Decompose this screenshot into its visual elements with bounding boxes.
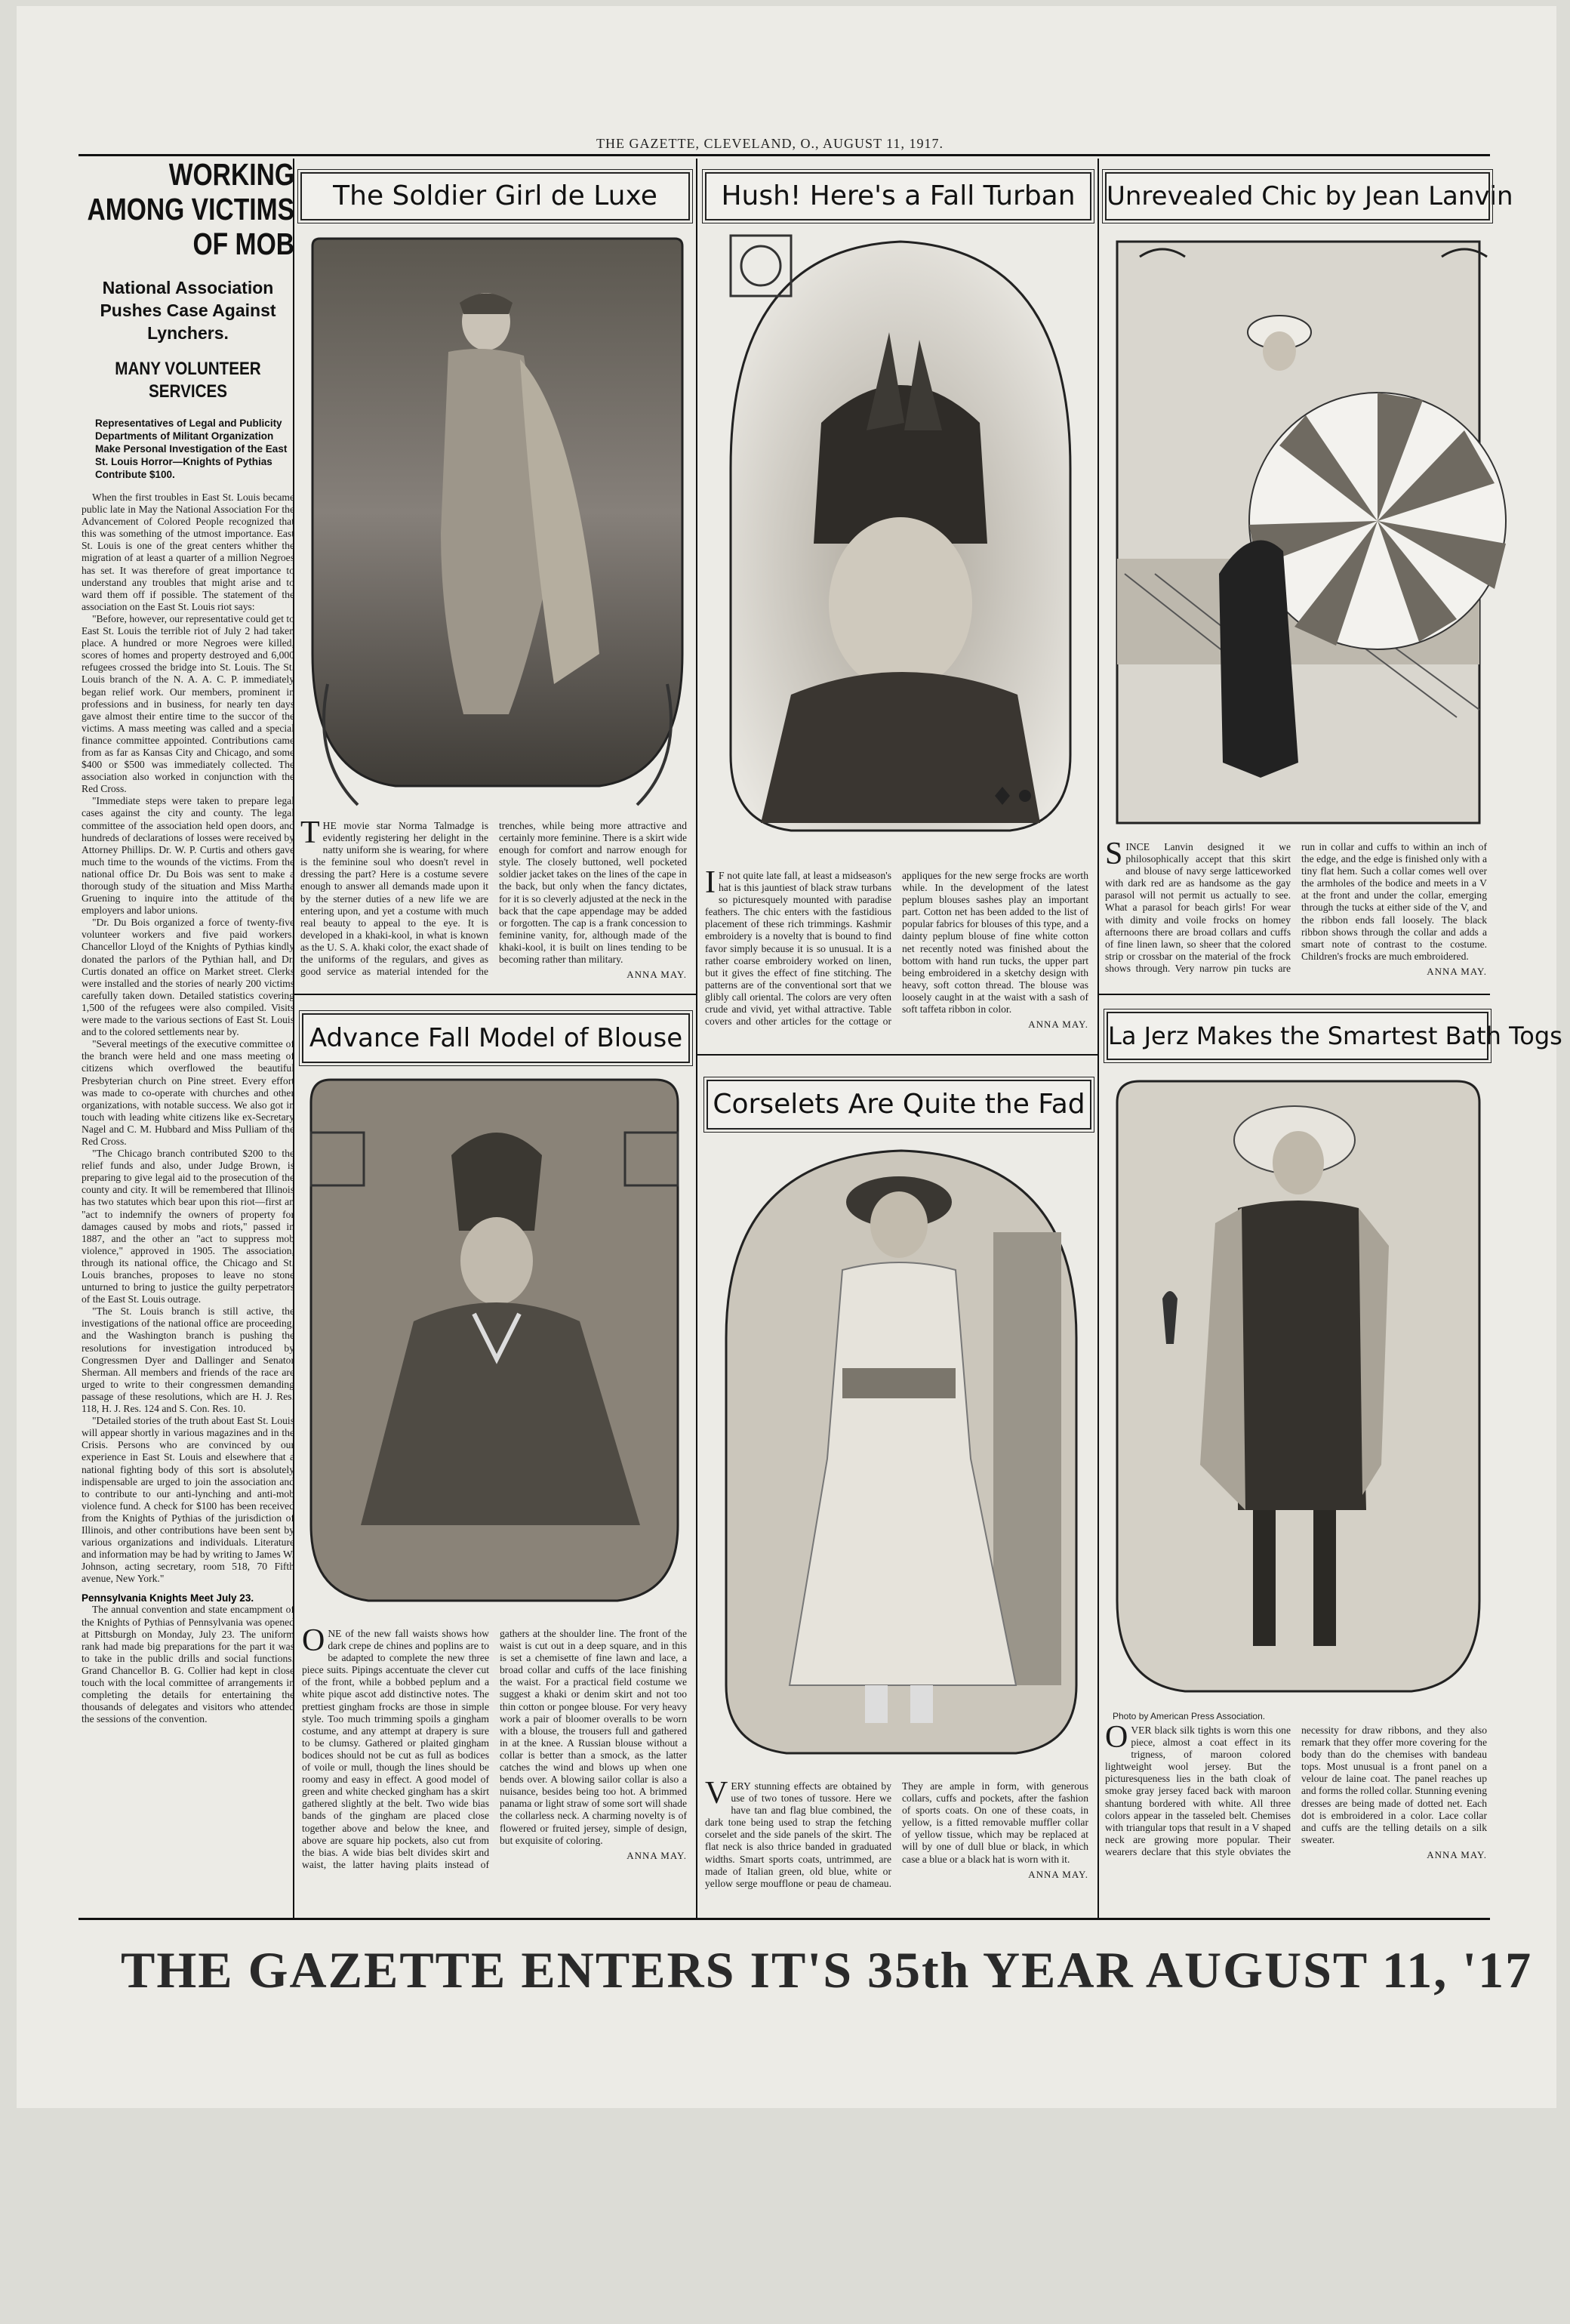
dropcap: V [705, 1776, 728, 1811]
byline: ANNA MAY. [626, 969, 687, 981]
lead-paragraph: "Detailed stories of the truth about East St. Louis will appear shortly in various magazines and in the Crisis. Persons who are convinced by our experience in East St. Louis and elsewhere that a national fighting body of this sort is absolutely indispensable are urged to join the association and to contribute to our anti-lynching and anti-mob violence fund. A check for $100 has been received from the Knights of Pythias of the jurisdiction of Illinois, and other contributions have been sent by various organizations and individuals. Literature and information may be had by writing to James W. Johnson, acting secretary, room 518, 70 Fifth avenue, New York." [82, 1415, 294, 1585]
column-rule-2 [696, 159, 697, 1918]
story-bath-togs [1105, 1720, 1487, 1861]
sub-story [82, 1604, 294, 1725]
byline: ANNA MAY. [1028, 1868, 1088, 1880]
row-rule-3 [697, 1054, 1097, 1056]
story-fall-blouse [302, 1623, 687, 1871]
photo-bath-togs [1110, 1072, 1487, 1706]
feature-title-fall-turban: Hush! Here's a Fall Turban [705, 172, 1091, 220]
sub-paragraph: The annual convention and state encampment of the Knights of Pythias of Pennsylvania was opened at Pittsburgh on Monday, July 23. The uniform rank had made big preparations for the part it was to take in the public drills and social functions. Grand Chancellor B. G. Collier had kept in close touch with the local committee of arrangements in completing the details for entertaining the thousands of delegates and visitors who attended the sessions of the convention. [82, 1604, 294, 1725]
photo-corselets [714, 1142, 1088, 1761]
story-fall-turban [705, 865, 1088, 1031]
photo-jean-lanvin [1110, 234, 1487, 831]
lead-paragraph: When the first troubles in East St. Louis became public late in May the National Association For the Advancement of Colored People recognized that this was something of the utmost importance. East St. Louis is one of the great centers whither the migration of at least a quarter of a million Negroes has set. It was therefore of great importance to understand any troubles that might arise and to ward them off if possible. The statement of the association on the East St. Louis riot says: [82, 492, 294, 612]
column-rule-3 [1097, 159, 1099, 1918]
row-rule-2 [1099, 994, 1490, 995]
story-text: F not quite late fall, at least a midseason's hat is this jauntiest of black straw turbans so picturesquely mounted with paradise feathers. The chic enters with the fastidious placement of these rich trimmings. Kashmir embroidery is a novelty that is bound to find favor simply because it is so unusual. It is a rather coarse embroidery worked on linen, but it gives the effect of fine stitching. The patterns are of the conventional sort that we glibly call oriental. The colors are very often crude and vivid, yet withal attractive. Table covers and other articles for the cottage or appliques for the new serge frocks are worth while. In the development of the latest peplum blouses sashes play an important part. Cotton net has been added to the list of popular fabrics for blouses of this type, and a dainty peplum blouse of fine white cotton net recently noted was finished about the bottom with hand run tucks, the upper part being embroidered in a sketchy design with heavy, soft cotton thread. The blouse was loosely caught in at the waist with a sash of soft taffeta ribbon in color. [705, 870, 1088, 1028]
photo-credit: Photo by American Press Association. [1113, 1711, 1266, 1721]
story-text: HE movie star Norma Talmadge is evidently registering her delight in the natty uniform she is wearing, for where is the feminine soul who doesn't revel in dressing the part? Here is a costume severe enough to answer all demands made upon it by the sterner duties of a new life we are entering upon, and yet a costume with much real beauty to appeal to the eye. It is developed in a khaki-kool, in what is known as the U. S. A. khaki color, the exact shade of the uniforms of the regulars, and gives as good service as material intended for the trenches, while being more attractive and certainly more feminine. There is a skirt wide enough for comfort and narrow enough for style. The closely buttoned, well pocketed soldier jacket takes on the lines of the cape in the back, but only when the fancy dictates, for it is so cleverly adjusted at the neck in the back that the cape appendage may be added or forgotten. The cap is a frank concession to feminine vanity, for, although made of the khaki-kool, it is built on lines tending to be becoming rather than military. [300, 820, 687, 978]
lead-paragraph: "Before, however, our representative could get to East St. Louis the terrible riot of July 2 had taken place. A hundred or more Negroes were killed, scores of homes and property destroyed and 6,000 refugees crossed the bridge into St. Louis. The St. Louis branch of the N. A. A. C. P. immediately began relief work. Our members, prominent in professions and in business, for nearly ten days gave almost their entire time to the succor of the victims. A mass meeting was called and a special finance committee appointed. Contributions came from as far as Kansas City and Chicago, and some $400 or $500 was immediately collected. The association also worked in conjunction with the Red Cross. [82, 612, 294, 795]
dropcap: T [300, 815, 320, 850]
lead-headline: WORKING AMONG VICTIMS OF MOB [87, 157, 294, 261]
dropcap: S [1105, 837, 1123, 871]
photo-fall-turban [716, 227, 1085, 858]
byline: ANNA MAY. [1028, 1019, 1088, 1031]
top-rule [78, 154, 1490, 156]
dateline: THE GAZETTE, CLEVELAND, O., AUGUST 11, 1917. [596, 136, 944, 151]
feature-title-bath-togs: La Jerz Makes the Smartest Bath Togs [1107, 1012, 1488, 1060]
byline: ANNA MAY. [626, 1849, 687, 1861]
lead-paragraph: "The Chicago branch contributed $200 to the relief funds and also, under Judge Brown, is preparing to give legal aid to the prosecution of the county and city. It will be remembered that Illinois has two statutes which bear upon this riot—first an "act to indemnify the owners of property for damages caused by mobs and riots," passed in 1887, and the other an "act to suppress mob violence," approved in 1905. The association, through its national office, the Chicago and St. Louis branches, proposes to leave no stone unturned to bring to justice the guilty perpetrators of the East St. Louis outrage. [82, 1148, 294, 1305]
feature-title-corselets: Corselets Are Quite the Fad [706, 1080, 1091, 1130]
story-text: VER black silk tights is worn this one piece, almost a coat effect in its trigness, of maroon colored lightweight wool jersey. But the picturesqueness lies in the bath cloak of smoke gray jersey faced back with maroon shantung bordered with white. All three colors appear in the tasseled belt. Chemises with triangular tops that result in a V shaped neck are growing more popular. Their wearers declare that this style obviates the necessity for draw ribbons, and they also remark that they offer more covering for the body than do the chemises with bandeau tops. Most unusual is a front panel on a velour de laine coat. The panel reaches up and forms the rolled collar. Stunning evening dresses are being made of dotted net. Each dot is embroidered in a color. Lace collar and cuffs are the telling details on a silk sweater. [1105, 1725, 1487, 1857]
lead-subhead-2: MANY VOLUNTEER SERVICES [115, 359, 261, 402]
dropcap: O [1105, 1720, 1128, 1755]
story-jean-lanvin [1105, 837, 1487, 978]
lead-body [82, 492, 294, 1585]
byline: ANNA MAY. [1427, 1848, 1487, 1860]
feature-title-jean-lanvin: Unrevealed Chic by Jean Lanvin [1105, 172, 1490, 220]
lead-paragraph: "Dr. Du Bois organized a force of twenty-five volunteer workers and five paid workers. Chancellor Lloyd of the Knights of Pythias kindly donated the parlors of the Pythian hall, and Dr. Curtis donated an office on Market street. Clerks were installed and the stories of nearly 200 victims carefully taken down. Detailed statistics covering 1,500 of the refugees were also compiled. Visits were made to the various sections of East St. Louis and to the colored settlements near by. [82, 917, 294, 1038]
lead-subhead: National Association Pushes Case Against Lynchers. [100, 278, 276, 343]
sub-headline: Pennsylvania Knights Meet July 23. [82, 1592, 254, 1604]
photo-soldier-girl [305, 231, 688, 814]
feature-title-fall-blouse: Advance Fall Model of Blouse [302, 1013, 690, 1063]
lead-paragraph: "Several meetings of the executive committee of the branch were held and one mass meeting of citizens which overflowed the beautiful Presbyterian church on Pine street. Every effort was made to co-operate with churches and other organizations, with notable success. We also got in touch with leading white citizens like ex-Secretary Nagel and C. M. Hubbard and Miss Pulliam of the Red Cross. [82, 1038, 294, 1147]
lead-paragraph: "The St. Louis branch is still active, the investigations of the national office are proceeding, and the Washington branch is pushing the resolutions for investigation introduced by Congressmen Dyer and Dallinger and Senator Sherman. All members and friends of the race are urged to write to their congressmen demanding passage of these resolutions, which are H. J. Res. 118, H. J. Res. 124 and S. Con. Res. 10. [82, 1305, 294, 1415]
story-text: NE of the new fall waists shows how dark crepe de chines and poplins are to be adapted to complete the new three piece suits. Pipings accentuate the clever cut of the front, while a bobbed peplum and a white pique ascot add distinctive notes. The prettiest gingham frocks are those in simple style. Too much trimming spoils a gingham costume, and any attempt at drapery is sure to be clumsy. Gathered or plaited gingham bodices should not be cut as full as bodices of voile or mull, though the lines should be roomy and easy in effect. A good model of green and white checked gingham has a skirt gathered slightly at the belt. Two wide bias bands of the gingham are placed close together above and below the knee, and above are square hip pockets, also cut from the bias. A wide bias belt divides skirt and waist, the latter having plaits instead of gathers at the shoulder line. The front of the waist is cut out in a deep square, and in this is set a chemisette of fine lawn and lace, a broad collar and cuffs of the lace finishing the waist. For a practical field costume we suggest a khaki or denim skirt and not too thin cotton or pongee blouse. For very heavy work a pair of bloomer overalls to be worn with a blouse, the trousers full and gathered in at the knee. A Russian blouse without a collar is better than a smock, as the latter catches the wind and blows up when one bends over. A blowing sailor collar is also a nuisance, besides being too hot. A brimmed panama or light straw of some sort will shade the collarless neck. A charming novelty is of flowered or fruited jersey, simple of design, but exquisite of coloring. [302, 1628, 687, 1870]
photo-fall-blouse [300, 1072, 688, 1616]
row-rule [294, 994, 696, 995]
story-corselets [705, 1776, 1088, 1890]
story-text: INCE Lanvin designed it we philosophically accept that this skirt and blouse of navy serge latticeworked with dark red are as handsome as the gay parasol will not permit us actually to see. What a parasol for beach girls! For wear with dimity and voile frocks on homey afternoons there are broad collars and cuffs of fine linen lawn, so sheer that the colored strip or crossbar on the material of the frock shows through. Very narrow pin tucks are run in collar and cuffs to within an inch of the edge, and the edge is finished only with a tiny flat hem. Such a collar comes well over the armholes of the bodice and meets in a V at the front and under the collar, emerging through the tucks at either side of the V, and the ribbon ends fall loosely. The black ribbon shows through the collar and adds a smart note of contrast to the costume. Children's frocks are much embroidered. [1105, 841, 1487, 974]
story-soldier-girl [300, 815, 687, 981]
byline: ANNA MAY. [1427, 965, 1487, 977]
story-text: ERY stunning effects are obtained by use of two tones of tussore. Here we have tan and flag blue combined, the dark tone being used to strap the fetching corselet and the side panels of the skirt. The flat neck is also thrice banded in graduated widths. Smart sports coats, untrimmed, are made of Italian green, old blue, white or yellow serge moufflone or peau de chameau. They are ample in form, with generous collars, cuffs and pockets, after the fashion of sports coats. On one of these coats, in yellow, is a fitted removable muffler collar of yellow tissue, which may be replaced at will by one of dull blue or black, in which case a blue or a black hat is worn with it. [705, 1780, 1088, 1889]
lead-paragraph: "Immediate steps were taken to prepare legal cases against the city and county. The legal committee of the association held open doors, and hundreds of declarations of losses were received by Attorney Phillips. Dr. W. P. Curtis and others gave much time to the wounds of the victims. From the national office Dr. Du Bois was sent to make a thorough study of the situation and Miss Martha Gruening to inquire into the attitude of the employers and labor unions. [82, 795, 294, 917]
feature-title-soldier-girl: The Soldier Girl de Luxe [300, 172, 690, 220]
dropcap: I [705, 865, 716, 900]
dropcap: O [302, 1623, 325, 1658]
anniversary-banner: THE GAZETTE ENTERS IT'S 35th YEAR AUGUST 11, '17 [121, 1941, 1533, 1999]
lead-deck: Representatives of Legal and Publicity Departments of Militant Organization Make Personal Investigation of the East St. Louis Horror—Knights of Pythias Contribute $100. [95, 418, 288, 480]
